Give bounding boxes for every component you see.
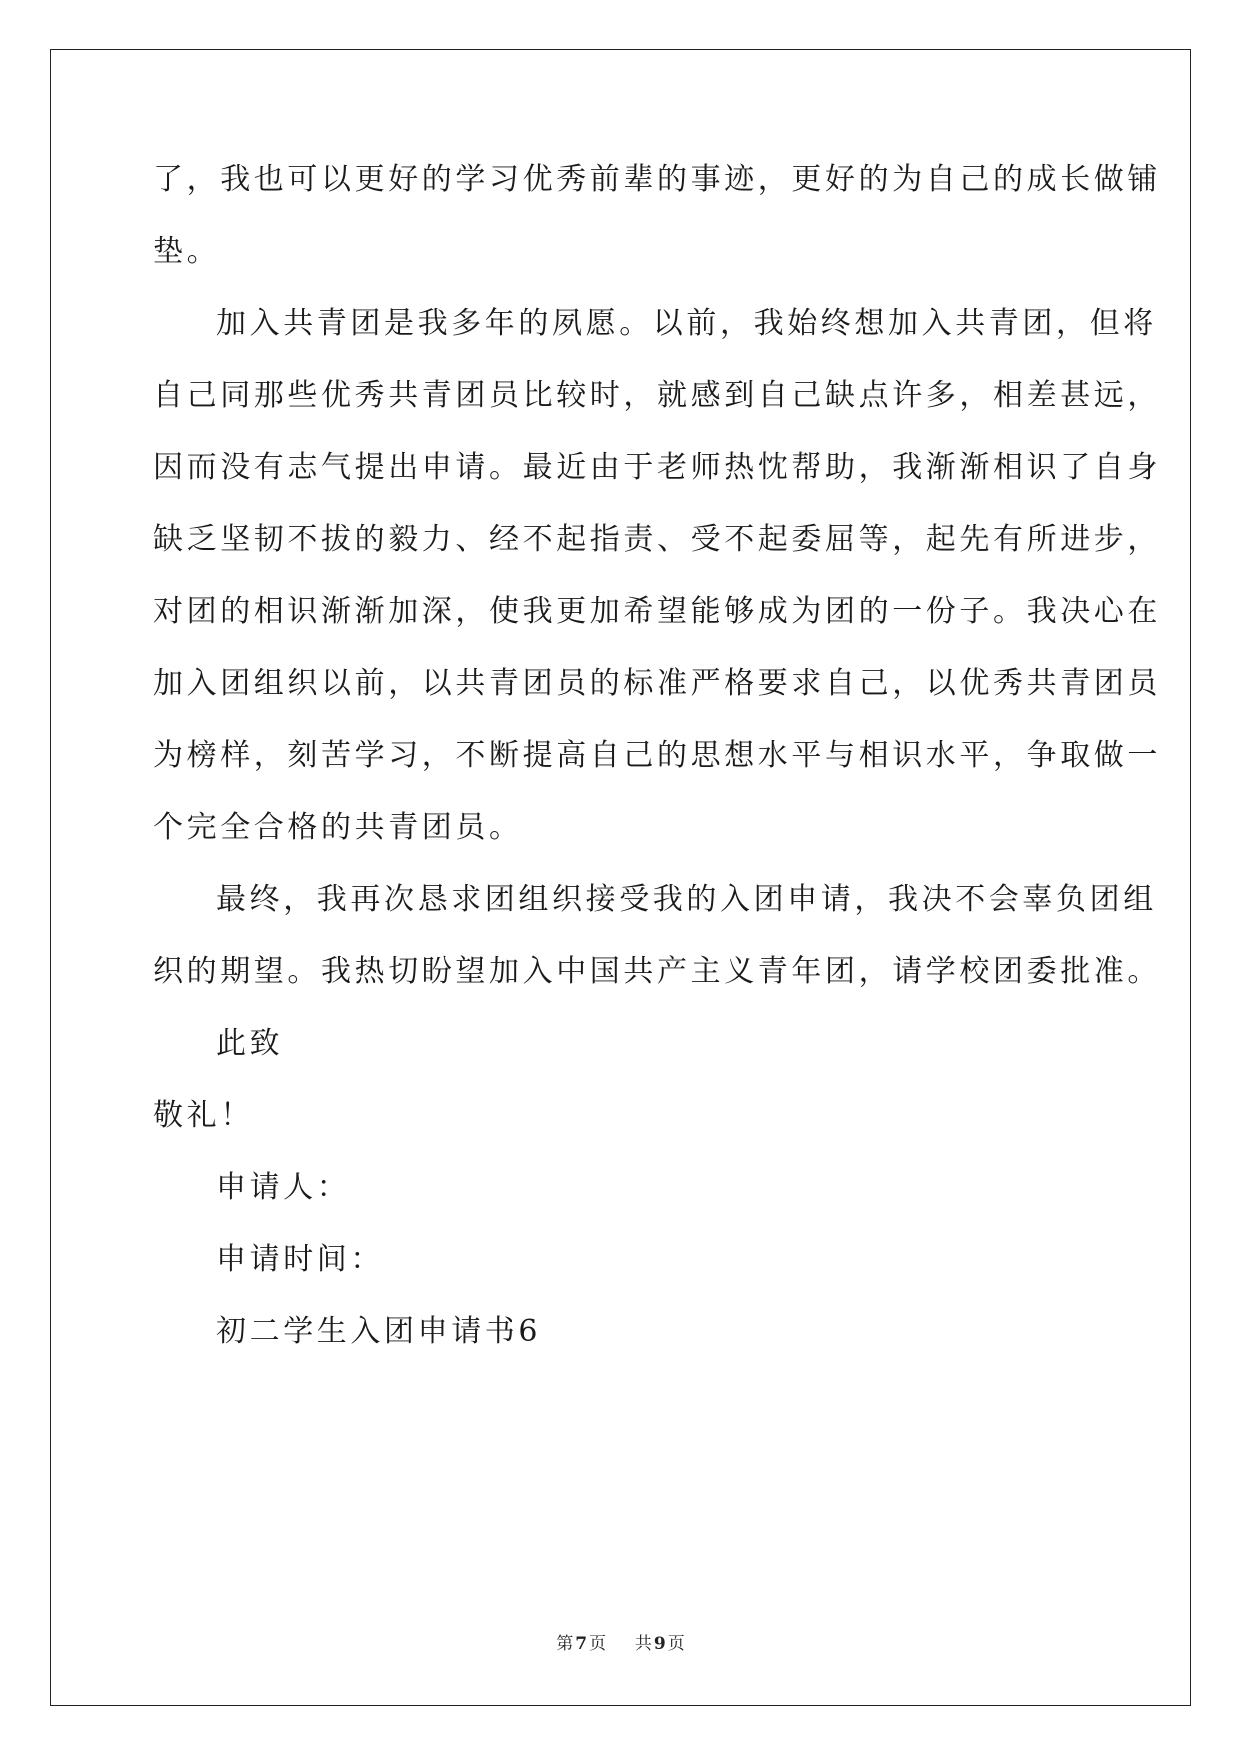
- page-number: 第 7 页: [556, 1634, 607, 1654]
- section-title: 初二学生入团申请书6: [216, 1314, 542, 1349]
- paragraph-line: 垫。: [153, 234, 221, 269]
- page-footer: [0, 1629, 1241, 1654]
- paragraph-line: 自己同那些优秀共青团员比较时，就感到自己缺点许多，相差甚远，: [153, 378, 1161, 413]
- paragraph-line: 因而没有志气提出申请。最近由于老师热忱帮助，我渐渐相识了自身: [153, 450, 1161, 485]
- paragraph-line: 为榜样，刻苦学习，不断提高自己的思想水平与相识水平，争取做一: [153, 738, 1161, 773]
- paragraph-line: 缺乏坚韧不拔的毅力、经不起指责、受不起委屈等，起先有所进步，: [153, 522, 1161, 557]
- closing-salutation: 此致: [216, 1026, 284, 1061]
- closing-respect: 敬礼！: [153, 1098, 254, 1133]
- application-date-label: 申请时间：: [216, 1242, 384, 1277]
- applicant-label: 申请人：: [216, 1170, 351, 1205]
- paragraph-line: 最终，我再次恳求团组织接受我的入团申请，我决不会辜负团组: [216, 882, 1157, 917]
- paragraph-line: 对团的相识渐渐加深，使我更加希望能够成为团的一份子。我决心在: [153, 594, 1161, 629]
- paragraph-line: 加入共青团是我多年的夙愿。以前，我始终想加入共青团，但将: [216, 306, 1157, 341]
- paragraph-line: 加入团组织以前，以共青团员的标准严格要求自己，以优秀共青团员: [153, 666, 1161, 701]
- page-total: 共 9 页: [634, 1634, 685, 1654]
- paragraph-line: 了，我也可以更好的学习优秀前辈的事迹，更好的为自己的成长做铺: [153, 162, 1161, 197]
- paragraph-line: 个完全合格的共青团员。: [153, 810, 523, 845]
- page-border: [50, 49, 1191, 1706]
- paragraph-line: 织的期望。我热切盼望加入中国共产主义青年团，请学校团委批准。: [153, 954, 1161, 989]
